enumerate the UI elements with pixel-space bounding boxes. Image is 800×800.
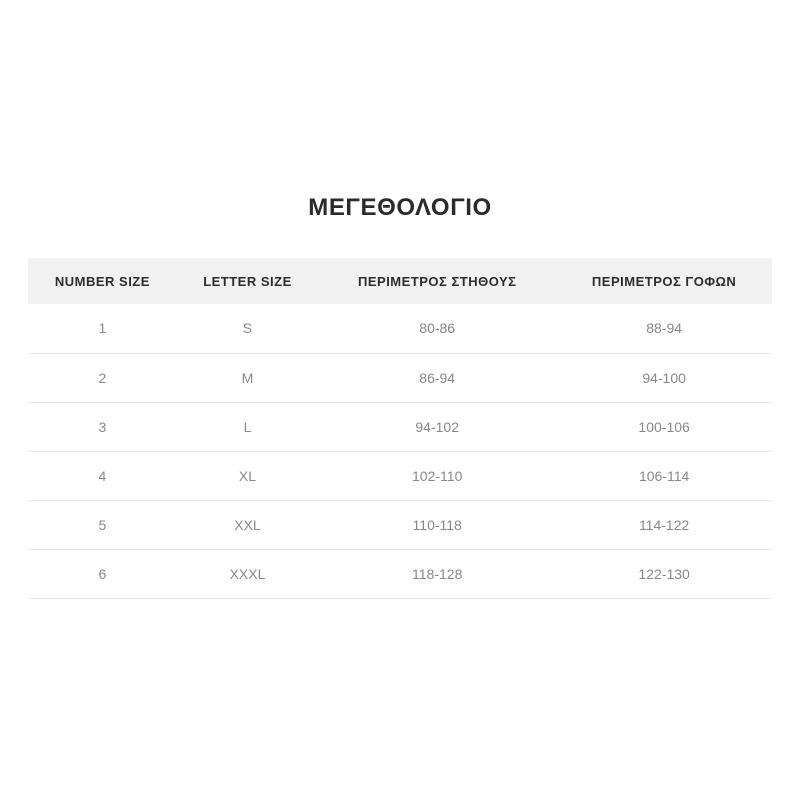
column-header-number-size: NUMBER SIZE xyxy=(28,258,177,304)
column-header-letter-size: LETTER SIZE xyxy=(177,258,318,304)
cell-hips: 114-122 xyxy=(556,500,772,549)
cell-hips: 100-106 xyxy=(556,402,772,451)
cell-hips: 122-130 xyxy=(556,549,772,598)
cell-chest: 118-128 xyxy=(318,549,556,598)
cell-letter-size: XXXL xyxy=(177,549,318,598)
cell-number-size: 1 xyxy=(28,304,177,353)
size-table-body xyxy=(28,304,772,598)
cell-number-size: 4 xyxy=(28,451,177,500)
table-row xyxy=(28,549,772,598)
cell-hips: 94-100 xyxy=(556,353,772,402)
table-row xyxy=(28,451,772,500)
cell-hips: 88-94 xyxy=(556,304,772,353)
cell-letter-size: M xyxy=(177,353,318,402)
size-guide-table xyxy=(28,258,772,599)
column-header-hip-circumference: ΠΕΡΙΜΕΤΡΟΣ ΓΟΦΩΝ xyxy=(556,258,772,304)
cell-chest: 102-110 xyxy=(318,451,556,500)
cell-letter-size: XL xyxy=(177,451,318,500)
cell-chest: 86-94 xyxy=(318,353,556,402)
cell-letter-size: XXL xyxy=(177,500,318,549)
table-row xyxy=(28,500,772,549)
size-guide-table-container xyxy=(28,258,772,599)
page-title: ΜΕΓΕΘΟΛΟΓΙΟ xyxy=(308,194,492,221)
cell-number-size: 2 xyxy=(28,353,177,402)
cell-chest: 80-86 xyxy=(318,304,556,353)
cell-number-size: 3 xyxy=(28,402,177,451)
table-row xyxy=(28,304,772,353)
table-row xyxy=(28,353,772,402)
cell-chest: 110-118 xyxy=(318,500,556,549)
cell-letter-size: L xyxy=(177,402,318,451)
cell-number-size: 6 xyxy=(28,549,177,598)
cell-number-size: 5 xyxy=(28,500,177,549)
cell-chest: 94-102 xyxy=(318,402,556,451)
cell-hips: 106-114 xyxy=(556,451,772,500)
table-row xyxy=(28,402,772,451)
header-row xyxy=(28,258,772,304)
size-table-header xyxy=(28,258,772,304)
cell-letter-size: S xyxy=(177,304,318,353)
column-header-chest-circumference: ΠΕΡΙΜΕΤΡΟΣ ΣΤΗΘΟΥΣ xyxy=(318,258,556,304)
